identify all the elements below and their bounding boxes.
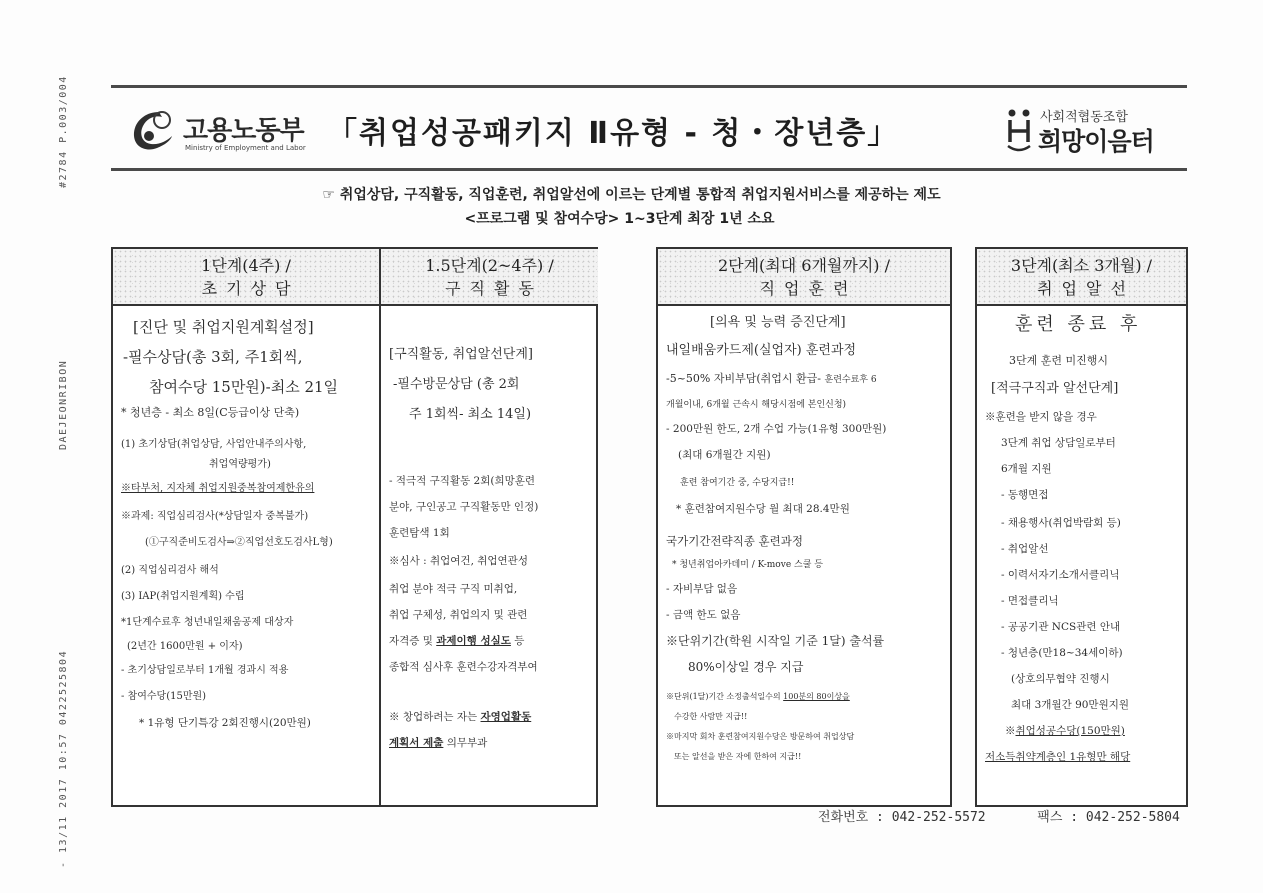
stage-1-line: (3) IAP(취업지원계획) 수립 — [121, 591, 245, 602]
stage-2-line: - 200만원 한도, 2개 수업 가능(1유형 300만원) — [666, 423, 887, 435]
description-text: 취업상담, 구직활동, 직업훈련, 취업알선에 이르는 단계별 통합적 취업지원서비스를 제공하는 제도 — [339, 187, 941, 203]
stage-3-line: - 이력서자기소개서클리닉 — [1001, 569, 1120, 581]
stage-1-5-title: 1.5단계(2~4주) / — [425, 256, 554, 275]
document-header — [111, 88, 1187, 168]
stage-2-line: 수강한 사람만 지급!! — [674, 712, 748, 721]
stage-3-title: 3단계(최소 3개월) / — [1010, 256, 1153, 275]
program-description — [0, 184, 1263, 204]
stage-1-5-line: 주 1회씩- 최소 14일) — [409, 407, 532, 422]
stage-1-5-line: ※ 창업하려는 자는 자영업활동 — [389, 711, 532, 723]
stage-2-name: 직업훈련 — [759, 279, 858, 298]
stage-1-body — [113, 306, 379, 805]
stage-1-5-line: 자격증 및 과제이행 성실도 등 — [389, 635, 525, 647]
stage-1-line: (1) 초기상담(취업상담, 사업안내주의사항, — [121, 439, 307, 450]
stage-1-line: (2) 직업심리검사 해석 — [121, 565, 219, 576]
stage-3-line: 3단계 훈련 미진행시 — [1009, 354, 1108, 367]
stage-3-line: - 공공기관 NCS관련 안내 — [1001, 621, 1121, 633]
stage-box-3 — [975, 247, 1188, 807]
stage-1-line: ※타부처, 지자체 취업지원중복참여제한유의 — [121, 483, 315, 494]
stage-2-line: 80%이상일 경우 지급 — [688, 660, 804, 674]
stage-1-5-line: 종합적 심사후 훈련수강자격부여 — [389, 661, 538, 673]
header-bottom-rule — [111, 168, 1187, 171]
stage-3-line: ※취업성공수당(150만원) — [1005, 725, 1125, 737]
emphasis-text: 자영업활동 — [480, 711, 532, 723]
stage-3-line: [적극구직과 알선단계] — [991, 381, 1119, 396]
stage-2-line: 훈련 참여기간 중, 수당지급!! — [680, 478, 795, 488]
stage-1-5-line: 계획서 제출 의무부과 — [389, 737, 488, 749]
emphasis-text: 과제이행 성실도 — [436, 635, 511, 647]
fax-sender-id: DAEJEONRIBON — [58, 359, 69, 450]
stage-1-line: (①구직준비도검사⇒②직업선호도검사L형) — [145, 537, 333, 548]
stage-1-name: 초기상담 — [201, 279, 300, 298]
stage-2-line: - 금액 한도 없음 — [666, 609, 741, 621]
stage-1-line: ※과제: 직업심리검사(*상담일자 중복불가) — [121, 511, 309, 522]
stage-3-line: 저소득취약계층인 1유형만 해당 — [985, 751, 1131, 763]
stage-2-line: ※단위(1달)기간 소정출석일수의 100분의 80이상을 — [666, 692, 850, 701]
stage-1-line: 취업역량평가) — [209, 459, 271, 470]
stage-2-title: 2단계(최대 6개월까지) / — [717, 256, 891, 275]
stage-1-5-line: 취업 분야 적극 구직 미취업, — [389, 583, 518, 595]
stage-3-line: 3단계 취업 상담일로부터 — [1001, 437, 1116, 449]
emphasis-text: 100분의 80이상을 — [783, 692, 850, 701]
fax-label: 팩스 : — [1037, 810, 1086, 825]
stage-3-name: 취업알선 — [1037, 279, 1135, 298]
stage-1-5-line: -필수방문상담 (총 2회 — [393, 377, 520, 392]
stage-box-1-and-1-5 — [111, 247, 598, 807]
stage-3-body — [977, 306, 1186, 805]
stage-box-2 — [656, 247, 952, 807]
stage-3-line: - 동행면접 — [1001, 489, 1049, 501]
pointing-hand-icon: ☞ — [322, 187, 335, 203]
stage-1-line: * 1유형 단기특강 2회진행시(20만원) — [139, 717, 311, 729]
stage-3-line: - 청년층(만18~34세이하) — [1001, 647, 1123, 659]
stage-3-line: - 취업알선 — [1001, 543, 1049, 555]
stage-3-line: (상호의무협약 진행시 — [1011, 673, 1110, 685]
stage-3-header — [977, 249, 1186, 306]
cooperative-logo — [1006, 102, 1186, 158]
stage-1-title: 1단계(4주) / — [201, 256, 291, 275]
fax-number: 042-252-5804 — [1085, 810, 1180, 825]
stage-1-header — [113, 249, 379, 306]
stage-2-line: * 청년취업아카데미 / K-move 스쿨 등 — [672, 560, 823, 570]
stage-2-line: 국가기간전략직종 훈련과정 — [666, 534, 803, 548]
stage-1-line: - 초기상담일로부터 1개월 경과시 적용 — [121, 665, 289, 676]
stage-1-line: [진단 및 취업지원계획설정] — [133, 318, 314, 336]
stage-2-line: - 자비부담 없음 — [666, 583, 738, 595]
stage-1-line: *1단계수료후 청년내일채움공제 대상자 — [121, 617, 294, 628]
stage-3-line: - 면접클리닉 — [1001, 595, 1059, 607]
emphasis-text: 취업성공수당(150만원) — [1015, 725, 1125, 737]
stage-2-header — [658, 249, 950, 306]
fax-page-stamp: #2784 P.003/004 — [58, 75, 69, 188]
ministry-emblem-icon — [129, 108, 175, 154]
document-title: 「취업성공패키지 Ⅱ유형 - 청・장년층」 — [327, 116, 900, 151]
stage-1-5-line: 분야, 구인공고 구직활동만 인정) — [389, 501, 539, 513]
cooperative-name: 희망이음터 — [1038, 127, 1154, 156]
stage-1-5-body — [381, 306, 598, 805]
stage-1-5-name: 구직활동 — [445, 279, 543, 298]
ministry-name: 고용노동부 — [183, 116, 304, 146]
stage-2-line: ※단위기간(학원 시작일 기준 1달) 출석률 — [666, 634, 885, 648]
stage-1-5-line: 훈련탐색 1회 — [389, 527, 450, 539]
stage-1-line: (2년간 1600만원 + 이자) — [127, 641, 243, 652]
stage-1-line: 참여수당 15만원)-최소 21일 — [149, 378, 339, 396]
fax-timestamp: - 13/11 2017 10:57 0422525804 — [58, 649, 69, 868]
stage-3-line: ※훈련을 받지 않을 경우 — [985, 411, 1097, 423]
stage-2-line: [의욕 및 능력 증진단계] — [710, 315, 846, 330]
stage-1-5-line: - 적극적 구직활동 2회(희망훈련 — [389, 475, 536, 487]
stage-2-line: 내일배움카드제(실업자) 훈련과정 — [666, 343, 857, 358]
stage-1-5-line: [구직활동, 취업알선단계] — [389, 347, 533, 362]
stage-2-line: -5~50% 자비부담(취업시 환급- 훈련수료후 6 — [666, 372, 877, 385]
phone-label: 전화번호 : — [818, 810, 892, 825]
stage-3-line: - 채용행사(취업박람회 등) — [1001, 517, 1121, 529]
contact-info — [818, 806, 1180, 825]
cooperative-type: 사회적협동조합 — [1040, 110, 1128, 125]
stage-3-line: 최대 3개월간 90만원지원 — [1011, 699, 1130, 711]
stage-2-body — [658, 306, 950, 805]
ministry-logo — [121, 102, 361, 158]
stage-2-line: * 훈련참여지원수당 월 최대 28.4만원 — [676, 503, 850, 515]
stage-3-line: 훈련 종료 후 — [1015, 314, 1142, 335]
ministry-english-name: Ministry of Employment and Labor — [185, 144, 306, 152]
phone-number: 042-252-5572 — [891, 810, 986, 825]
stage-2-line: 또는 알선을 받은 자에 한하여 지급!! — [674, 752, 802, 761]
stage-1-5-header — [381, 249, 598, 306]
program-duration-note: <프로그램 및 참여수당> 1~3단계 최장 1년 소요 — [464, 211, 775, 227]
stage-2-line: ※마지막 회차 훈련참여지원수당은 방문하여 취업상담 — [666, 732, 855, 741]
stage-3-line: 6개월 지원 — [1001, 463, 1052, 475]
stage-2-line: 개월이내, 6개월 근속시 해당시점에 본인신청) — [666, 400, 847, 410]
stage-1-5-line: ※심사 : 취업여건, 취업연관성 — [389, 555, 528, 567]
emphasis-text: 계획서 제출 — [389, 737, 444, 749]
cooperative-emblem-icon — [1006, 108, 1032, 152]
stage-1-5-line: 취업 구체성, 취업의지 및 관련 — [389, 609, 528, 621]
stage-2-line: (최대 6개월간 지원) — [678, 449, 771, 461]
stage-1-line: * 청년층 - 최소 8일(C등급이상 단축) — [121, 406, 300, 419]
stage-1-line: -필수상담(총 3회, 주1회씩, — [123, 348, 303, 366]
stage-1-line: - 참여수당(15만원) — [121, 691, 207, 702]
